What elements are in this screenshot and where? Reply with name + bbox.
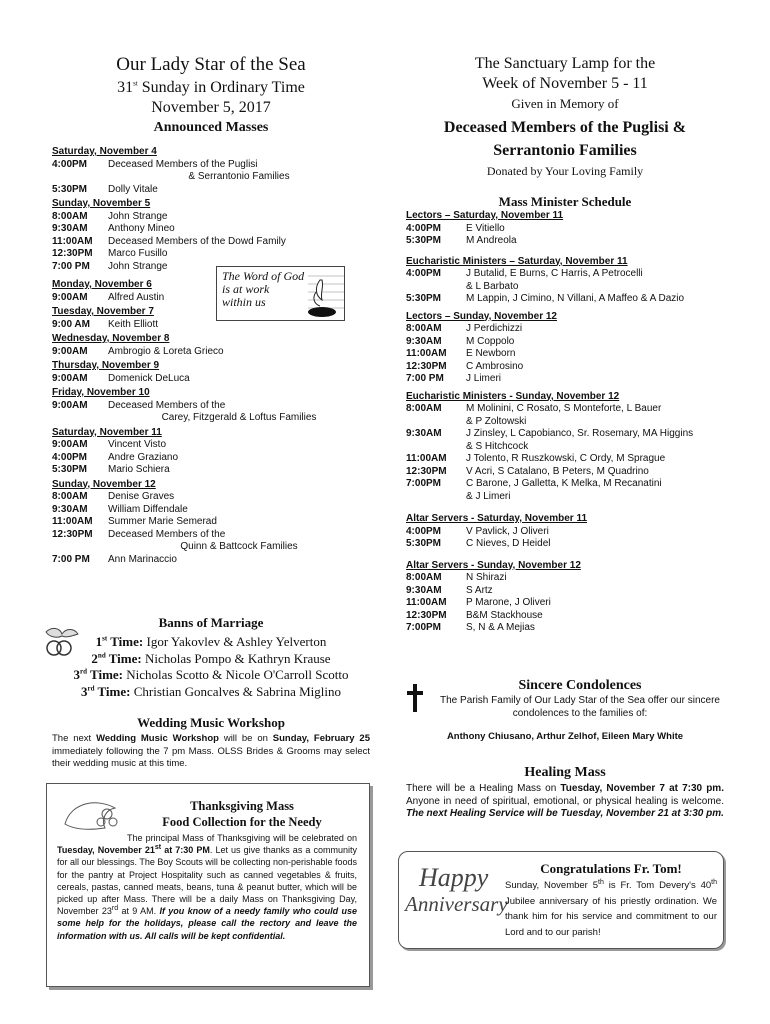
minister-names: J Perdichizzi	[466, 323, 523, 334]
congrats-heading: Congratulations Fr. Tom!	[540, 861, 682, 876]
happy-anniversary-graphic: Happy Anniversary	[405, 863, 508, 916]
announced-masses-list	[52, 144, 370, 566]
minister-time: 4:00PM	[406, 268, 442, 279]
mass-intention: Marco Fusillo	[108, 248, 168, 259]
minister-names: M Coppolo	[466, 335, 515, 347]
minister-names: C Ambrosino	[466, 360, 524, 372]
mass-time: 4:00PM	[52, 451, 88, 463]
mass-row	[52, 516, 370, 529]
minister-names: B&M Stackhouse	[466, 609, 543, 621]
word-of-god-text: The Word of God is at work within us	[222, 269, 305, 309]
minister-time: 9:30AM	[406, 428, 442, 439]
mass-time: 9:00AM	[52, 291, 88, 303]
mass-intention: Summer Marie Semerad	[108, 516, 217, 527]
minister-time: 11:00AM	[406, 348, 447, 359]
sunday-title: 31st Sunday in Ordinary Time	[117, 79, 305, 96]
minister-names: J Tolento, R Ruszkowski, C Ordy, M Sprague	[466, 453, 666, 464]
mass-intention-cont: Carey, Fitzgerald & Loftus Families	[161, 412, 317, 423]
minister-time: 8:00AM	[406, 403, 442, 414]
congratulations-box	[398, 851, 724, 949]
thanksgiving-heading: Thanksgiving Mass Food Collection for the Needy	[162, 799, 322, 829]
minister-names: C Barone, J Galletta, K Melka, M Recanatini	[466, 478, 662, 489]
wedding-rings-icon	[40, 624, 84, 658]
banns-list	[52, 634, 370, 700]
minister-row	[406, 478, 724, 491]
mass-intention: John Strange	[108, 260, 168, 272]
minister-time: 5:30PM	[406, 293, 442, 304]
parish-name: Our Lady Star of the Sea	[116, 54, 306, 75]
mass-row	[52, 346, 370, 359]
masses-heading: Announced Masses	[153, 120, 269, 135]
mass-intention: Dolly Vitale	[108, 183, 158, 195]
mass-time: 9:30AM	[52, 503, 88, 515]
minister-row	[406, 585, 724, 598]
minister-names-cont: & L Barbato	[466, 280, 519, 292]
workshop-heading: Wedding Music Workshop	[137, 715, 285, 730]
minister-row	[406, 538, 724, 551]
mass-intention: Mario Schiera	[108, 464, 170, 475]
minister-names: E Vitiello	[466, 222, 505, 234]
mass-time: 9:00AM	[52, 372, 88, 384]
thanksgiving-box	[46, 783, 370, 987]
banns-entry: 3rd Time: Christian Goncalves & Sabrina Miglino	[80, 683, 341, 699]
mass-row	[52, 223, 370, 236]
minister-row	[406, 336, 724, 349]
mass-intention: Alfred Austin	[108, 291, 165, 303]
mass-time: 4:00PM	[52, 158, 88, 170]
minister-row	[406, 610, 724, 623]
minister-names: M Andreola	[466, 235, 517, 246]
minister-row	[406, 597, 724, 610]
mass-row	[52, 236, 370, 249]
condolences-names: Anthony Chiusano, Arthur Zelhof, Eileen Mary White	[446, 731, 684, 742]
mass-day-label: Sunday, November 12	[52, 478, 156, 490]
minister-time: 12:30PM	[406, 609, 447, 621]
lamp-donated: Donated by Your Loving Family	[486, 164, 644, 178]
mass-time: 7:00 PM	[52, 553, 90, 565]
minister-time: 9:30AM	[406, 335, 442, 347]
minister-names: J Limeri	[466, 373, 502, 384]
wedding-workshop-section	[52, 714, 370, 771]
minister-schedule	[406, 194, 724, 635]
mass-day-label: Friday, November 10	[52, 387, 150, 398]
minister-groups	[406, 210, 724, 635]
mass-intention: Andre Graziano	[108, 451, 179, 463]
banns-entry: 3rd Time: Nicholas Scotto & Nicole O'Carroll Scotto	[73, 667, 349, 682]
cross-icon	[406, 684, 424, 712]
healing-mass-section	[406, 764, 724, 821]
minister-names: N Shirazi	[466, 572, 507, 583]
banns-entry: 2nd Time: Nicholas Pompo & Kathryn Krause	[91, 650, 331, 666]
schedule-heading: Mass Minister Schedule	[498, 194, 632, 209]
mass-intention: John Strange	[108, 210, 168, 222]
minister-time: 11:00AM	[406, 597, 447, 608]
lamp-line1: The Sanctuary Lamp for the	[474, 55, 656, 72]
mass-time: 9:00 AM	[52, 318, 90, 330]
minister-names: E Newborn	[466, 348, 516, 359]
mass-time: 11:00AM	[52, 516, 93, 527]
mass-time: 12:30PM	[52, 528, 93, 540]
minister-time: 12:30PM	[406, 360, 447, 372]
minister-names: S Artz	[466, 584, 493, 596]
mass-row	[52, 439, 370, 452]
minister-names: P Marone, J Oliveri	[466, 597, 551, 608]
minister-time: 8:00AM	[406, 323, 442, 334]
mass-row	[52, 452, 370, 465]
mass-row	[52, 491, 370, 504]
banns-section	[52, 614, 370, 700]
minister-time: 7:00 PM	[406, 373, 444, 384]
mass-time: 8:00AM	[52, 210, 88, 222]
mass-day-label: Saturday, November 4	[52, 146, 157, 157]
mass-row	[52, 248, 370, 261]
minister-row	[406, 361, 724, 374]
mass-intention: Domenick DeLuca	[108, 372, 190, 384]
lamp-given: Given in Memory of	[511, 96, 619, 111]
minister-row	[406, 293, 724, 306]
minister-time: 4:00PM	[406, 222, 442, 234]
lamp-memory1: Deceased Members of the Puglisi &	[443, 119, 687, 136]
mass-time: 9:30AM	[52, 223, 88, 234]
mass-row	[52, 159, 370, 172]
mass-intention: Ann Marinaccio	[108, 553, 177, 565]
mass-intention: Deceased Members of the Puglisi	[108, 158, 258, 170]
mass-time: 9:00AM	[52, 399, 88, 411]
mass-time: 7:00 PM	[52, 260, 90, 272]
minister-row	[406, 223, 724, 236]
minister-names: V Acri, S Catalano, B Peters, M Quadrino	[466, 465, 649, 477]
minister-names: J Zinsley, L Capobianco, Sr. Rosemary, MA Higgins	[466, 428, 694, 439]
lamp-line2: Week of November 5 - 11	[482, 75, 648, 92]
mass-row	[52, 464, 370, 477]
mass-row	[52, 211, 370, 224]
minister-time: 5:30PM	[406, 235, 442, 246]
minister-names: M Molinini, C Rosato, S Monteforte, L Bauer	[466, 403, 662, 414]
mass-intention: Denise Graves	[108, 491, 175, 502]
minister-row	[406, 466, 724, 479]
mass-row	[52, 400, 370, 413]
mass-time: 5:30PM	[52, 183, 88, 195]
minister-row	[406, 373, 724, 386]
lamp-memory2: Serrantonio Families	[493, 142, 637, 159]
mass-day-label: Thursday, November 9	[52, 360, 160, 371]
minister-time: 8:00AM	[406, 572, 442, 583]
sanctuary-lamp-section	[406, 54, 724, 180]
mass-time: 11:00AM	[52, 235, 93, 247]
minister-group-title: Lectors – Sunday, November 12	[406, 310, 557, 322]
minister-names-cont: & J Limeri	[466, 490, 511, 502]
minister-row	[406, 453, 724, 466]
minister-names: J Butalid, E Burns, C Harris, A Petrocelli	[466, 268, 643, 279]
minister-row	[406, 403, 724, 416]
banns-entry: 1st Time: Igor Yakovlev & Ashley Yelverton	[95, 634, 327, 649]
mass-intention: Deceased Members of the Dowd Family	[108, 235, 286, 247]
cornucopia-icon	[61, 794, 121, 834]
minister-row	[406, 428, 724, 441]
mass-time: 9:00AM	[52, 345, 88, 357]
bulletin-date: November 5, 2017	[151, 99, 271, 116]
mass-row	[52, 554, 370, 567]
mass-day-label: Monday, November 6	[52, 279, 152, 290]
mass-intention: Deceased Members of the	[108, 528, 226, 540]
minister-row	[406, 622, 724, 635]
minister-names-cont: & P Zoltowski	[466, 415, 527, 427]
minister-row	[406, 235, 724, 248]
minister-time: 7:00PM	[406, 478, 442, 489]
mass-row	[52, 529, 370, 542]
minister-names: C Nieves, D Heidel	[466, 538, 551, 549]
minister-group-title: Eucharistic Ministers – Saturday, November 11	[406, 255, 628, 267]
mass-day-label: Tuesday, November 7	[52, 306, 154, 317]
mass-intention: Keith Elliott	[108, 318, 159, 330]
minister-time: 11:00AM	[406, 453, 447, 464]
minister-group-title: Eucharistic Ministers - Sunday, November 12	[406, 390, 620, 402]
mass-intention: William Diffendale	[108, 503, 188, 515]
workshop-text: The next Wedding Music Workshop will be on Sunday, February 25 immediately following the 7 pm Mass. OLSS Brides & Grooms may select their wedding music at this time.	[52, 733, 370, 769]
healing-heading: Healing Mass	[524, 765, 606, 780]
thanksgiving-text: The principal Mass of Thanksgiving will be celebrated on Tuesday, November 21st at 7:30 PM. Let us give thanks as a community for all our blessings. The Boy Scouts will be collecting non-perishable foods for the pantry at Project Hospitality such as canned vegetables & fruits, cereals, pastas, canned meats, beans, tuna & peanut butter, which will be picked up after Mass. There will be a daily Mass on Thanksgiving Day, November 23rd at 9 AM. If you know of a needy family who could use some help for the holidays, please call the rectory and leave the information with us. All calls will be kept confidential.	[57, 833, 358, 941]
minister-time: 12:30PM	[406, 465, 447, 477]
minister-row	[406, 572, 724, 585]
minister-names-cont: & S Hitchcock	[466, 440, 529, 452]
mass-intention: Ambrogio & Loreta Grieco	[108, 345, 224, 357]
word-of-god-graphic	[216, 266, 346, 322]
condolences-heading: Sincere Condolences	[518, 678, 642, 693]
mass-intention-cont: & Serrantonio Families	[188, 171, 290, 182]
congrats-text: Sunday, November 5th is Fr. Tom Devery's 40th Jubilee anniversary of his priestly ordination. We thank him for his service and commitment to our Lord and to our parish!	[505, 878, 718, 938]
mass-time: 5:30PM	[52, 464, 88, 475]
minister-names: S, N & A Mejias	[466, 622, 535, 633]
mass-intention: Vincent Visto	[108, 439, 167, 450]
mass-time: 12:30PM	[52, 248, 93, 259]
mass-intention-cont: Quinn & Battcock Families	[180, 541, 298, 552]
healing-text: There will be a Healing Mass on Tuesday, November 7 at 7:30 pm. Anyone in need of spiritual, emotional, or physical healing is welcome. The next Healing Service will be Tuesday, November 21 at 3:30 pm.	[406, 783, 724, 819]
mass-row	[52, 373, 370, 386]
minister-time: 4:00PM	[406, 525, 442, 537]
mass-time: 9:00AM	[52, 439, 88, 450]
mass-time: 8:00AM	[52, 491, 88, 502]
mass-day-label: Saturday, November 11	[52, 426, 162, 438]
minister-names: V Pavlick, J Oliveri	[466, 525, 549, 537]
minister-time: 7:00PM	[406, 622, 442, 633]
mass-intention: Anthony Mineo	[108, 223, 175, 234]
condolences-section	[406, 677, 724, 742]
minister-row	[406, 323, 724, 336]
mass-day-label: Wednesday, November 8	[52, 333, 170, 344]
condolences-text: The Parish Family of Our Lady Star of the Sea offer our sincere condolences to the families of:	[440, 695, 720, 719]
minister-time: 5:30PM	[406, 538, 442, 549]
mass-intention: Deceased Members of the	[108, 399, 226, 411]
mass-row	[52, 504, 370, 517]
minister-time: 9:30AM	[406, 584, 442, 596]
parish-header	[52, 54, 370, 137]
minister-group-title: Altar Servers - Saturday, November 11	[406, 513, 588, 524]
minister-names: M Lappin, J Cimino, N Villani, A Maffeo & A Dazio	[466, 293, 685, 304]
minister-group-title: Altar Servers - Sunday, November 12	[406, 559, 581, 571]
mass-row	[52, 184, 370, 197]
banns-heading: Banns of Marriage	[158, 615, 264, 630]
minister-row	[406, 348, 724, 361]
minister-row	[406, 268, 724, 281]
minister-group-title: Lectors – Saturday, November 11	[406, 210, 564, 221]
mass-day-label: Sunday, November 5	[52, 198, 151, 209]
minister-row	[406, 526, 724, 539]
